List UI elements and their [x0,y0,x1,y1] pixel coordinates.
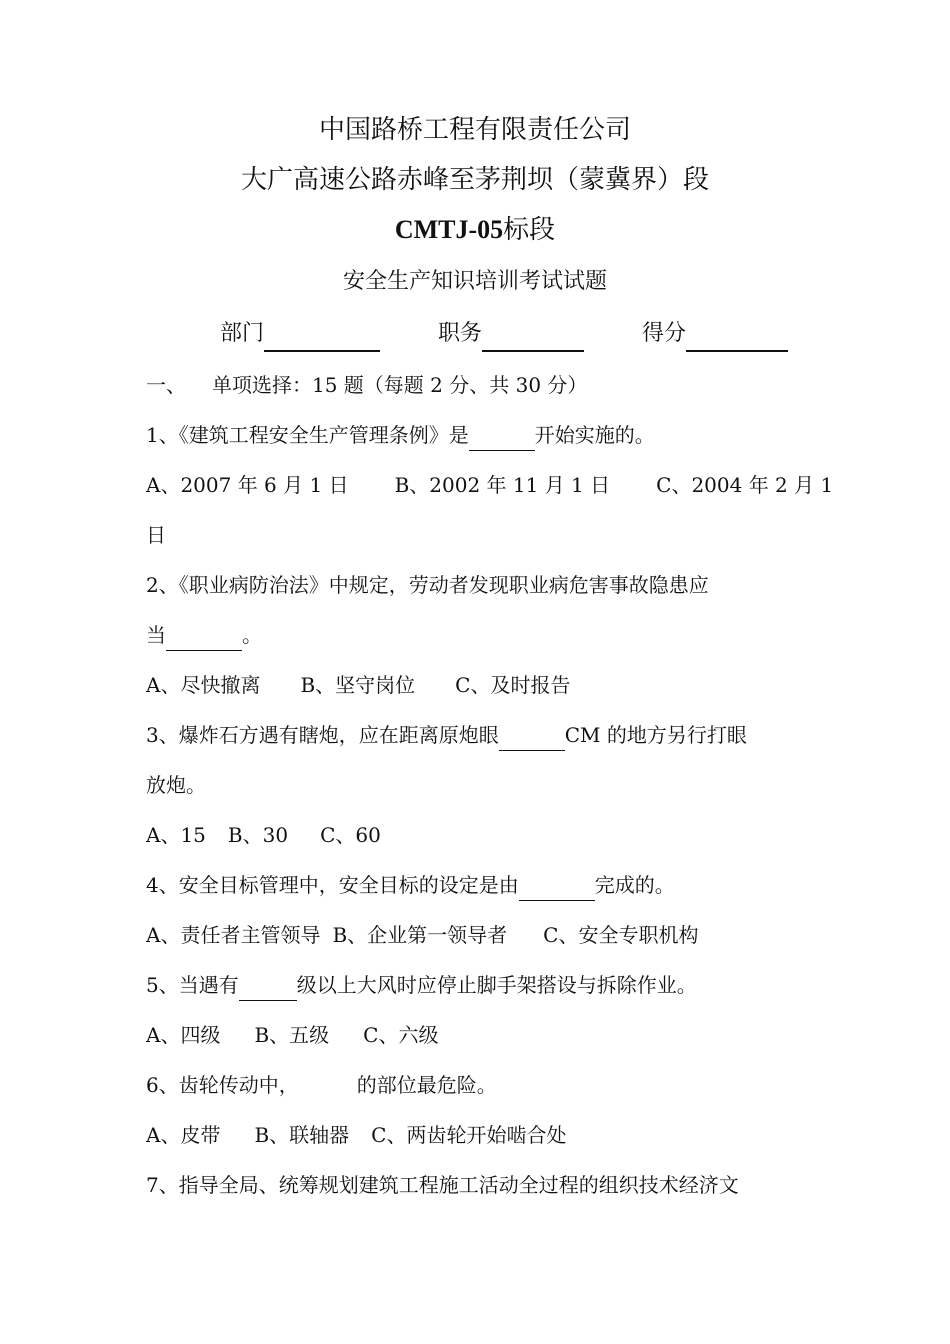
option-b: B、30 [227,823,289,847]
header-fields [0,314,950,358]
question-text: 的部位最危险。 [356,1073,497,1097]
section-code: CMTJ-05 [394,215,504,244]
section-heading [146,369,814,401]
option-c: C、及时报告 [455,673,571,697]
option-b: B、2002 年 11 月 1 日 [394,473,611,497]
question-4 [146,869,814,901]
question-2-options [146,669,814,701]
option-c: C、六级 [363,1023,439,1047]
option-a: A、2007 年 6 月 1 日 [146,473,349,497]
section-suffix: 标段 [503,215,556,245]
question-text: 级以上大风时应停止脚手架搭设与拆除作业。 [296,973,697,997]
option-b: B、五级 [254,1023,330,1047]
position-blank[interactable] [482,314,584,352]
answer-blank[interactable] [469,420,535,451]
question-4-options [146,919,814,951]
position-label: 职务 [438,321,483,346]
question-5 [146,969,814,1001]
question-5-options [146,1019,814,1051]
company-name: 中国路桥工程有限责任公司 [318,115,631,145]
option-a: A、皮带 [146,1123,221,1147]
option-c: C、两齿轮开始啮合处 [371,1123,567,1147]
question-text: CM 的地方另行打眼 [564,723,747,747]
question-6 [146,1069,814,1101]
department-field [220,314,380,352]
question-text: 开始实施的。 [534,423,655,447]
question-text: 3、爆炸石方遇有瞎炮，应在距离原炮眼 [146,723,499,747]
exam-title: 安全生产知识培训考试试题 [342,269,607,294]
department-blank[interactable] [264,314,380,352]
option-a: A、四级 [146,1023,221,1047]
answer-blank[interactable] [239,970,297,1001]
option-a: A、尽快撤离 [146,673,261,697]
question-text: 1、《建筑工程安全生产管理条例》是 [146,423,469,447]
question-3-options [146,819,814,851]
question-6-options [146,1119,814,1151]
question-7: 7、指导全局、统筹规划建筑工程施工活动全过程的组织技术经济文 [146,1173,739,1197]
question-text: 完成的。 [594,873,675,897]
project-name: 大广高速公路赤峰至茅荆坝（蒙冀界）段 [240,165,709,195]
option-a: A、责任者主管领导 [146,923,321,947]
question-1 [146,419,814,451]
question-1-options-wrap: 日 [146,523,166,547]
section-heading-text: 单项选择：15 题（每题 2 分、共 30 分） [212,373,588,397]
section-title [0,210,950,250]
question-text: 4、安全目标管理中，安全目标的设定是由 [146,873,519,897]
section-heading-number: 一、 [146,373,186,397]
option-a: A、15 [146,823,206,847]
question-text: 当 [146,623,166,647]
answer-blank[interactable] [499,720,565,751]
option-b: B、企业第一领导者 [332,923,508,947]
option-c: C、安全专职机构 [543,923,699,947]
question-text: 。 [242,623,262,647]
option-b: B、联轴器 [254,1123,350,1147]
question-2: 2、《职业病防治法》中规定，劳动者发现职业病危害事故隐患应 [146,573,709,597]
option-b: B、坚守岗位 [300,673,416,697]
answer-blank[interactable] [166,620,242,651]
answer-blank[interactable] [519,870,595,901]
question-text: 6、齿轮传动中， [146,1073,299,1097]
score-blank[interactable] [686,314,788,352]
score-label: 得分 [642,321,687,346]
question-2-cont [146,619,814,651]
position-field [438,314,584,352]
question-3-cont: 放炮。 [146,773,206,797]
department-label: 部门 [220,321,265,346]
question-3 [146,719,814,751]
option-c: C、2004 年 2 月 1 [656,473,834,497]
score-field [642,314,788,352]
question-1-options [146,469,834,501]
question-text: 5、当遇有 [146,973,239,997]
option-c: C、60 [320,823,381,847]
